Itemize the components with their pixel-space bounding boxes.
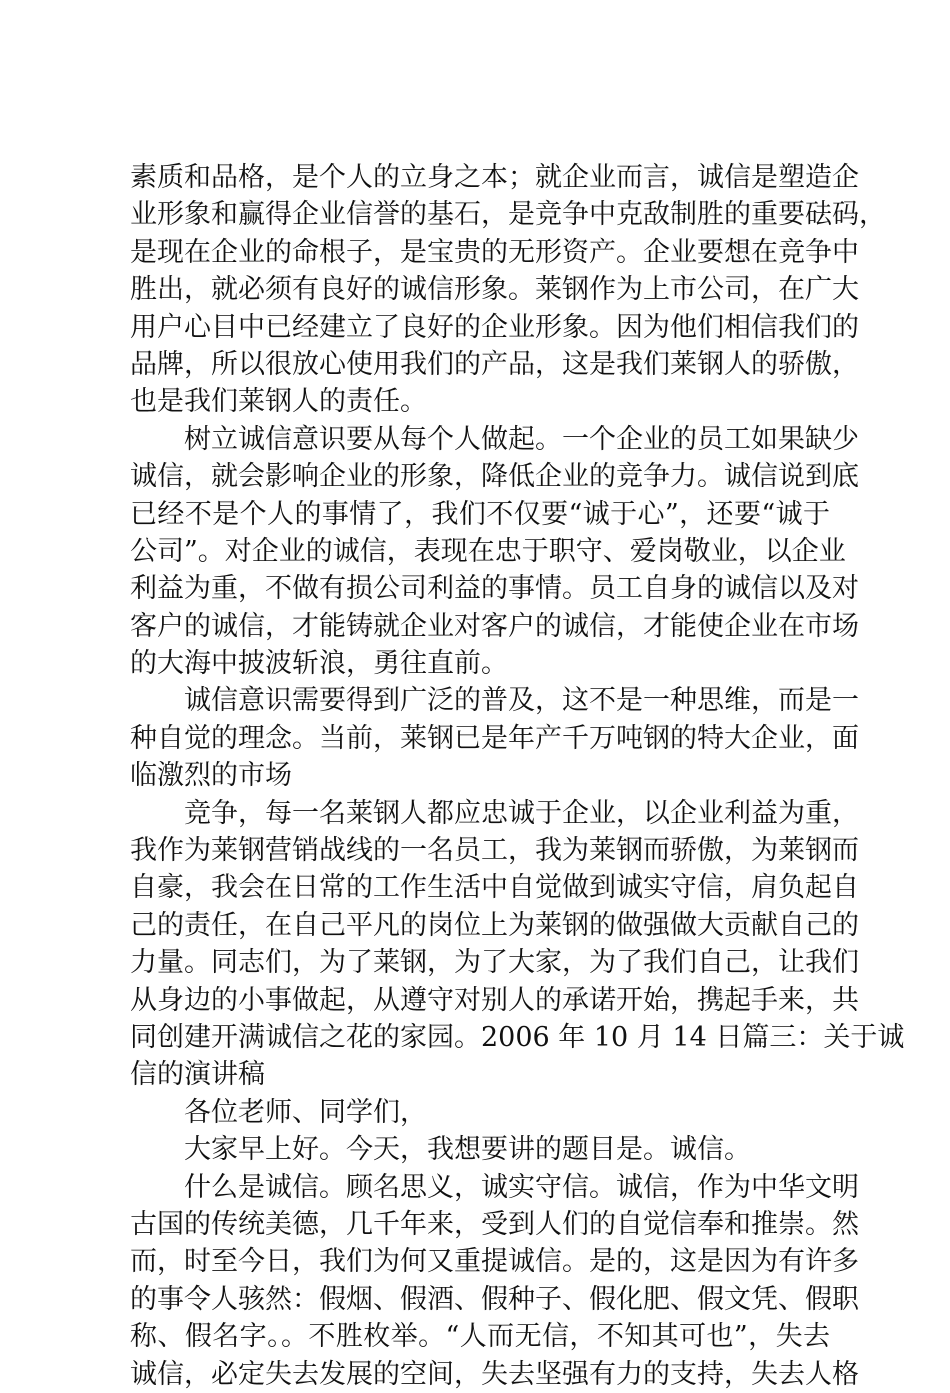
text-line: 的事令人骇然：假烟、假酒、假种子、假化肥、假文凭、假职 [130, 1283, 859, 1315]
text-line: 的大海中披波斩浪，勇往直前。 [130, 648, 508, 680]
text-line: 也是我们莱钢人的责任。 [130, 386, 427, 418]
text-line: 同创建开满诚信之花的家园。2006 年 10 月 14 日篇三：关于诚 [130, 1021, 905, 1053]
text-line: 各位老师、同学们， [184, 1096, 427, 1128]
document-body [130, 159, 905, 1393]
text-line: 公司”。对企业的诚信，表现在忠于职守、爱岗敬业，以企业 [130, 535, 846, 567]
text-line: 称、假名字。。不胜枚举。“人而无信，不知其可也”，失去 [130, 1321, 830, 1353]
text-line: 力量。同志们，为了莱钢，为了大家，为了我们自己，让我们 [130, 947, 859, 979]
text-line: 己的责任，在自己平凡的岗位上为莱钢的做强做大贡献自己的 [130, 909, 859, 941]
text-line: 自豪，我会在日常的工作生活中自觉做到诚实守信，肩负起自 [130, 872, 859, 904]
text-line: 我作为莱钢营销战线的一名员工，我为莱钢而骄傲，为莱钢而 [130, 835, 859, 867]
text-line: 胜出，就必须有良好的诚信形象。莱钢作为上市公司，在广大 [130, 274, 859, 306]
text-line: 从身边的小事做起，从遵守对别人的承诺开始，携起手来，共 [130, 984, 859, 1016]
text-line: 业形象和赢得企业信誉的基石，是竞争中克敌制胜的重要砝码， [130, 199, 886, 231]
text-line: 用户心目中已经建立了良好的企业形象。因为他们相信我们的 [130, 311, 859, 343]
text-line: 客户的诚信，才能铸就企业对客户的诚信，才能使企业在市场 [130, 610, 859, 642]
text-line: 信的演讲稿 [130, 1059, 265, 1091]
text-line: 种自觉的理念。当前，莱钢已是年产千万吨钢的特大企业，面 [130, 722, 859, 754]
text-line: 竞争，每一名莱钢人都应忠诚于企业，以企业利益为重， [184, 797, 859, 829]
text-line: 是现在企业的命根子，是宝贵的无形资产。企业要想在竞争中 [130, 236, 859, 268]
text-line: 已经不是个人的事情了，我们不仅要“诚于心”，还要“诚于 [130, 498, 830, 530]
text-line: 树立诚信意识要从每个人做起。一个企业的员工如果缺少 [184, 423, 859, 455]
text-line: 诚信意识需要得到广泛的普及，这不是一种思维，而是一 [184, 685, 859, 717]
text-line: 古国的传统美德，几千年来，受到人们的自觉信奉和推崇。然 [130, 1208, 859, 1240]
text-line: 品牌，所以很放心使用我们的产品，这是我们莱钢人的骄傲， [130, 348, 859, 380]
text-line: 临激烈的市场 [130, 760, 292, 792]
text-line: 大家早上好。今天，我想要讲的题目是。诚信。 [184, 1134, 751, 1166]
text-line: 而，时至今日，我们为何又重提诚信。是的，这是因为有许多 [130, 1246, 859, 1278]
text-line: 什么是诚信。顾名思义，诚实守信。诚信，作为中华文明 [184, 1171, 859, 1203]
text-line: 诚信，必定失去发展的空间，失去坚强有力的支持，失去人格 [130, 1358, 859, 1390]
text-line: 诚信，就会影响企业的形象，降低企业的竞争力。诚信说到底 [130, 461, 859, 493]
text-line: 利益为重，不做有损公司利益的事情。员工自身的诚信以及对 [130, 573, 859, 605]
text-line: 素质和品格，是个人的立身之本；就企业而言，诚信是塑造企 [130, 162, 859, 193]
